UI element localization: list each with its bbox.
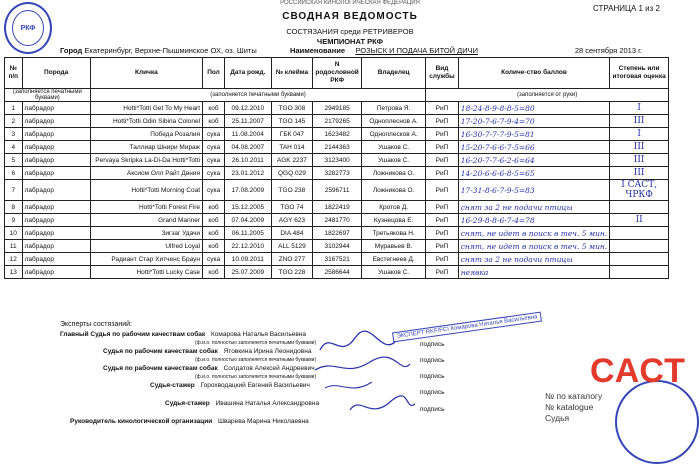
cell-grade: III xyxy=(610,141,669,154)
cell-name: Победа Розалия xyxy=(90,128,202,141)
cell-name: Hotti*Totti Odin Sibiria Colonel xyxy=(90,115,202,128)
head-row xyxy=(70,418,309,425)
judge1-row xyxy=(103,348,311,355)
cell-breed: лабрадор xyxy=(22,201,90,214)
cell-owner: Кротов Д. xyxy=(362,201,426,214)
cell-service: РиП xyxy=(426,180,458,201)
cell-pedigree: 3123400 xyxy=(313,154,362,167)
judge2-signature-line: подпись xyxy=(420,373,445,380)
cell-brand: TGO 74 xyxy=(271,201,313,214)
cell-name: Pervaya Skripka La-Di-Da Hotti*Totti xyxy=(90,154,202,167)
cell-breed: лабрадор xyxy=(22,253,90,266)
col-header-name: Кличка xyxy=(90,58,202,89)
cell-brand: TGO 145 xyxy=(271,115,313,128)
cell-grade xyxy=(610,266,669,279)
cell-dob: 10.09.2011 xyxy=(225,253,272,266)
cell-breed: лабрадор xyxy=(22,128,90,141)
cell-service: РиП xyxy=(426,154,458,167)
cell-pedigree: 2596711 xyxy=(313,180,362,201)
col-header-sex: Пол xyxy=(203,58,225,89)
catalog-number-label: № по каталогу xyxy=(545,391,603,401)
cell-number: 3 xyxy=(5,128,23,141)
table-row xyxy=(5,266,669,279)
cell-pedigree: 2144363 xyxy=(313,141,362,154)
table-row xyxy=(5,115,669,128)
judge1-signature-line: подпись xyxy=(420,357,445,364)
cell-owner: Муравьев В. xyxy=(362,240,426,253)
cell-dob: 25.07.2009 xyxy=(225,266,272,279)
cell-breed: лабрадор xyxy=(22,154,90,167)
col-header-service: Вид службы xyxy=(426,58,458,89)
table-row xyxy=(5,102,669,115)
cell-service: РиП xyxy=(426,214,458,227)
cell-sex: коб xyxy=(203,102,225,115)
cact-title: САСТ xyxy=(590,352,686,390)
cell-service: РиП xyxy=(426,227,458,240)
col-header-number: № п/п xyxy=(5,58,23,89)
trainee2-row xyxy=(165,400,319,407)
trainee2-name: Ивашина Наталья Александровна xyxy=(215,400,320,407)
cell-sex: коб xyxy=(203,201,225,214)
judge1-name: Ятовкина Ирина Леонидовна xyxy=(223,348,312,355)
cell-breed: лабрадор xyxy=(22,240,90,253)
table-row xyxy=(5,128,669,141)
cell-name: Grand Mariner xyxy=(90,214,202,227)
cell-brand: AGK 2237 xyxy=(271,154,313,167)
results-table xyxy=(4,57,669,279)
cell-dob: 17.08.2009 xyxy=(225,180,272,201)
cell-name: Hotti*Totti Lucky Case xyxy=(90,266,202,279)
judge1-label: Судья по рабочим качествам собак xyxy=(103,348,218,355)
document-title: СВОДНАЯ ВЕДОМОСТЬ xyxy=(282,11,418,22)
cell-dob: 15.12.2005 xyxy=(225,201,272,214)
cell-service: РиП xyxy=(426,167,458,180)
cell-pedigree: 2949185 xyxy=(313,102,362,115)
judge-label: Судья xyxy=(545,413,570,423)
table-row xyxy=(5,201,669,214)
cell-service: РиП xyxy=(426,240,458,253)
chief-signature-line: подпись xyxy=(420,341,445,348)
cell-number: 2 xyxy=(5,115,23,128)
cell-number: 7 xyxy=(5,180,23,201)
cell-brand: TGO 238 xyxy=(271,180,313,201)
city-value: Екатеринбург, Верхне-Пышминское ОХ, оз. Шиты xyxy=(84,46,257,55)
cell-owner: Одноплеснов А. xyxy=(362,115,426,128)
cell-breed: лабрадор xyxy=(22,167,90,180)
cell-score: 18-24-8-9-8-8-5=80 xyxy=(458,102,610,115)
cell-dob: 25.11.2007 xyxy=(225,115,272,128)
cell-pedigree: 3282773 xyxy=(313,167,362,180)
organization-round-seal xyxy=(615,380,699,464)
trainee2-signature-line: подпись xyxy=(420,406,445,413)
col-header-brand: № клейма xyxy=(271,58,313,89)
rkf-seal-inner: РКФ xyxy=(12,10,44,46)
cell-breed: лабрадор xyxy=(22,141,90,154)
cell-breed: лабрадор xyxy=(22,214,90,227)
cell-name: Hotti*Totti Forest Fire xyxy=(90,201,202,214)
cell-service: РиП xyxy=(426,253,458,266)
judge1-hint: (ф.и.о. полностью заполняется печатными буквами) xyxy=(195,357,317,363)
cell-name: Зигзаг Удачи xyxy=(90,227,202,240)
judge2-hint: (ф.и.о. полностью заполняется печатными буквами) xyxy=(195,374,317,380)
cell-sex: сука xyxy=(203,154,225,167)
cell-score: неявка xyxy=(458,266,610,279)
cell-grade xyxy=(610,201,669,214)
cell-dob: 07.04.2009 xyxy=(225,214,272,227)
cell-brand: TAH 014 xyxy=(271,141,313,154)
discipline-value: РОЗЫСК И ПОДАЧА БИТОЙ ДИЧИ xyxy=(355,46,479,55)
trainee1-label: Судья-стажер xyxy=(150,382,195,389)
cell-dob: 06.11.2005 xyxy=(225,227,272,240)
cell-number: 13 xyxy=(5,266,23,279)
cell-name: Радиант Стар Хитченс Браун xyxy=(90,253,202,266)
discipline-line xyxy=(290,46,478,55)
cell-number: 5 xyxy=(5,154,23,167)
judge2-row xyxy=(103,365,315,372)
chief-judge-label: Главный Судья по рабочим качествам собак xyxy=(60,331,206,338)
trainee2-label: Судья-стажер xyxy=(165,400,210,407)
cell-score: 16-30-7-7-7-9-5=81 xyxy=(458,128,610,141)
head-label: Руководитель кинологической организации xyxy=(70,418,213,425)
chief-judge-row xyxy=(60,331,306,338)
judge2-label: Судья по рабочим качествам собак xyxy=(103,365,218,372)
trainee1-signature-line: подпись xyxy=(420,389,445,396)
handwritten-signatures xyxy=(310,330,420,425)
cell-score: снят за 2 не подачи птицы xyxy=(458,201,610,214)
col-header-grade: Степень или итоговая оценка xyxy=(610,58,669,89)
cell-score: 15-20-7-6-6-7-5=66 xyxy=(458,141,610,154)
cell-service: РиП xyxy=(426,128,458,141)
championship-name: ЧЕМПИОНАТ РКФ xyxy=(316,37,384,46)
col-header-owner: Владелец xyxy=(362,58,426,89)
cell-pedigree: 3102944 xyxy=(313,240,362,253)
discipline-label: Наименование xyxy=(290,46,346,55)
cell-owner: Ложникова О. xyxy=(362,167,426,180)
cell-service: РиП xyxy=(426,115,458,128)
table-row xyxy=(5,240,669,253)
cell-sex: коб xyxy=(203,240,225,253)
cell-name: Ulfred Loyal xyxy=(90,240,202,253)
cell-pedigree: 1822697 xyxy=(313,227,362,240)
table-row xyxy=(5,227,669,240)
col-header-score: Количе-ство баллов xyxy=(458,58,610,89)
cell-brand: ALL 5129 xyxy=(271,240,313,253)
cell-brand: ZNO 277 xyxy=(271,253,313,266)
cell-dob: 22.12.2010 xyxy=(225,240,272,253)
cell-score: 16-20-7-7-6-2-6=64 xyxy=(458,154,610,167)
cell-service: РиП xyxy=(426,141,458,154)
cell-owner: Евстегнеев Д. xyxy=(362,253,426,266)
cell-score: 17-20-7-6-7-9-4=70 xyxy=(458,115,610,128)
note-right: (заполняется от руки) xyxy=(426,89,669,102)
note-left: (заполняется печатными буквами) xyxy=(5,89,91,102)
cell-number: 4 xyxy=(5,141,23,154)
cell-dob: 04.08.2007 xyxy=(225,141,272,154)
cell-sex: сука xyxy=(203,128,225,141)
cell-pedigree: 1623482 xyxy=(313,128,362,141)
cell-grade: II xyxy=(610,214,669,227)
cell-owner: Ушаков С. xyxy=(362,266,426,279)
cell-brand: DIA 484 xyxy=(271,227,313,240)
cell-sex: коб xyxy=(203,227,225,240)
cell-number: 1 xyxy=(5,102,23,115)
table-row xyxy=(5,180,669,201)
city-line xyxy=(60,46,257,55)
cell-grade: III xyxy=(610,154,669,167)
cell-number: 6 xyxy=(5,167,23,180)
cell-name: Аксиом Олл Райт Двния xyxy=(90,167,202,180)
cell-number: 12 xyxy=(5,253,23,266)
cell-breed: лабрадор xyxy=(22,102,90,115)
cell-breed: лабрадор xyxy=(22,115,90,128)
cell-owner: Одноплесков А. xyxy=(362,128,426,141)
document-date: 28 сентября 2013 г. xyxy=(574,46,642,55)
col-header-pedigree: N родословной РКФ xyxy=(313,58,362,89)
table-row xyxy=(5,154,669,167)
cell-number: 8 xyxy=(5,201,23,214)
expert-stamp: ЭКСПЕРТ RKF/FCI Комарова Наталья Васильевна xyxy=(392,312,542,343)
cell-grade: I САСТ, ЧРКФ xyxy=(610,180,669,201)
cell-sex: сука xyxy=(203,167,225,180)
cell-grade xyxy=(610,240,669,253)
table-row xyxy=(5,167,669,180)
cell-brand: TGO 308 xyxy=(271,102,313,115)
cell-service: РиП xyxy=(426,201,458,214)
judge2-name: Солдатов Алексей Андреевич xyxy=(223,365,315,372)
cell-sex: коб xyxy=(203,115,225,128)
table-row xyxy=(5,253,669,266)
cell-score: 14-20-6-6-6-8-5=65 xyxy=(458,167,610,180)
cell-grade xyxy=(610,227,669,240)
cell-score: 16-29-8-8-6-7-4=78 xyxy=(458,214,610,227)
col-header-dob: Дата рожд. xyxy=(225,58,272,89)
cell-dob: 26.10.2011 xyxy=(225,154,272,167)
cell-owner: Ушаков С. xyxy=(362,154,426,167)
cell-pedigree: 2179265 xyxy=(313,115,362,128)
cell-dob: 11.08.2004 xyxy=(225,128,272,141)
cell-sex: сука xyxy=(203,141,225,154)
cell-grade: I xyxy=(610,128,669,141)
chief-judge-hint: (ф.и.о. полностью заполняется печатными буквами) xyxy=(195,340,317,346)
cell-owner: Третьякова Н. xyxy=(362,227,426,240)
cell-name: Hotti*Totti Get To My Heart xyxy=(90,102,202,115)
cell-breed: лабрадор xyxy=(22,180,90,201)
cell-service: РиП xyxy=(426,102,458,115)
cell-sex: коб xyxy=(203,266,225,279)
cell-dob: 09.12.2010 xyxy=(225,102,272,115)
cell-grade: III xyxy=(610,167,669,180)
cell-pedigree: 3167521 xyxy=(313,253,362,266)
cell-owner: Ушаков С. xyxy=(362,141,426,154)
note-mid: (заполняется печатными буквами) xyxy=(90,89,425,102)
cell-owner: Ложникова О. xyxy=(362,180,426,201)
page-number: СТРАНИЦА 1 из 2 xyxy=(592,4,660,13)
cell-brand: TGO 228 xyxy=(271,266,313,279)
cell-brand: AGY 623 xyxy=(271,214,313,227)
cell-pedigree: 2586644 xyxy=(313,266,362,279)
cell-dob: 23.01.2012 xyxy=(225,167,272,180)
cell-breed: лабрадор xyxy=(22,227,90,240)
cell-owner: Петрова Я. xyxy=(362,102,426,115)
table-header-row xyxy=(5,58,669,89)
experts-title: Эксперты состязаний: xyxy=(60,321,132,328)
cell-name: Таллиар Шнири Мираж xyxy=(90,141,202,154)
catalog-number-label-en: № katalogue xyxy=(545,402,594,412)
cell-sex: сука xyxy=(203,180,225,201)
col-header-breed: Порода xyxy=(22,58,90,89)
catalog-block xyxy=(545,391,602,424)
table-row xyxy=(5,214,669,227)
cell-brand: QGQ 029 xyxy=(271,167,313,180)
cell-sex: коб xyxy=(203,214,225,227)
cell-grade: I xyxy=(610,102,669,115)
cell-grade xyxy=(610,253,669,266)
cell-number: 9 xyxy=(5,214,23,227)
cell-owner: Кузнецова Е. xyxy=(362,214,426,227)
cell-score: снят, не идет в поиск в теч. 5 мин. xyxy=(458,227,610,240)
competition-type: СОСТЯЗАНИЯ среди РЕТРИВЕРОВ xyxy=(286,27,414,36)
cell-number: 10 xyxy=(5,227,23,240)
cell-name: Hotti*Totti Morning Coat xyxy=(90,180,202,201)
cell-service: РиП xyxy=(426,266,458,279)
top-partial-header: РОССИЙСКАЯ КИНОЛОГИЧЕСКАЯ ФЕДЕРАЦИЯ xyxy=(280,0,420,6)
cell-score: снят за 2 не подачи птицы xyxy=(458,253,610,266)
cell-score: 17-31-8-6-7-9-5=83 xyxy=(458,180,610,201)
chief-judge-name: Комарова Наталья Васильевна xyxy=(210,331,306,338)
table-row xyxy=(5,141,669,154)
cell-pedigree: 2481770 xyxy=(313,214,362,227)
cell-pedigree: 1822419 xyxy=(313,201,362,214)
cell-number: 11 xyxy=(5,240,23,253)
cell-brand: ГБК 047 xyxy=(271,128,313,141)
cell-score: снят, не идет в поиск в теч. 5 мин. xyxy=(458,240,610,253)
trainee1-row xyxy=(150,382,310,389)
head-name: Шварева Марина Николаевна xyxy=(218,418,309,425)
cell-sex: сука xyxy=(203,253,225,266)
table-note-row xyxy=(5,89,669,102)
city-label: Город xyxy=(60,46,83,55)
trainee1-name: Горохводацкий Евгений Васильевич xyxy=(200,382,310,389)
cell-breed: лабрадор xyxy=(22,266,90,279)
cell-grade: III xyxy=(610,115,669,128)
